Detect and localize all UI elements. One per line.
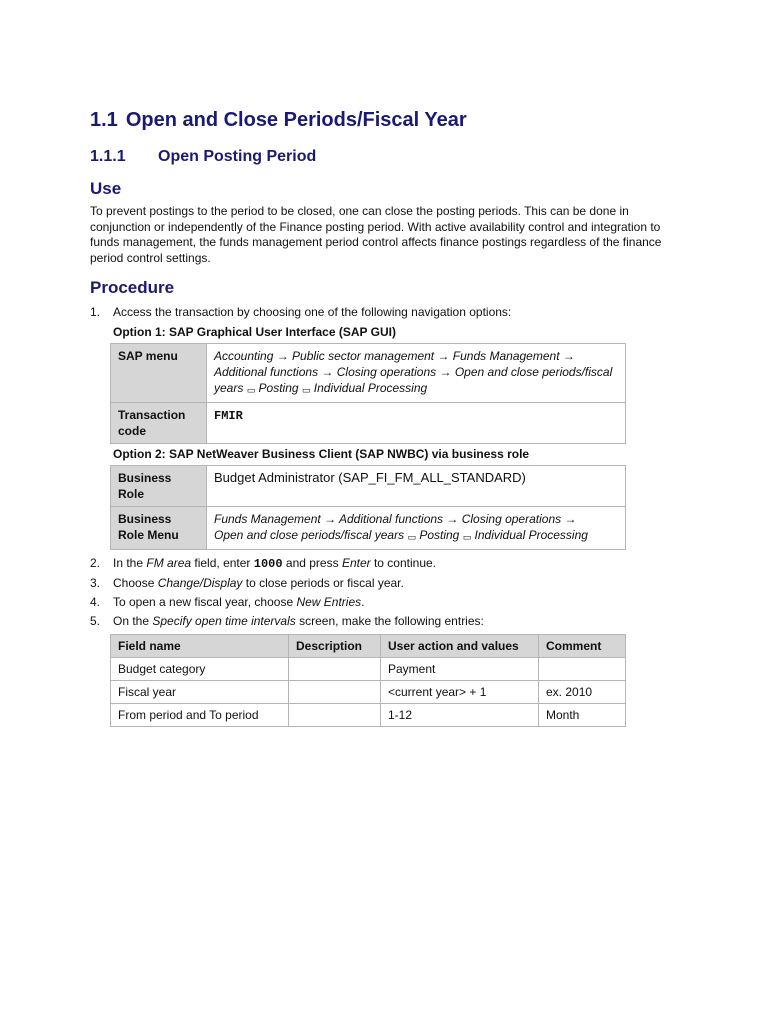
menu-path-item: Open and close periods/fiscal years — [214, 365, 613, 395]
menu-path-item: Individual Processing — [474, 528, 588, 542]
step-text: . — [361, 595, 365, 609]
menu-path-item: Public sector management — [292, 349, 435, 363]
menu-path-item: Additional functions — [214, 365, 319, 379]
business-role-value: Budget Administrator (SAP_FI_FM_ALL_STANDARD) — [207, 466, 626, 507]
step-text: Access the transaction by choosing one of the following navigation options: — [113, 305, 512, 319]
step-text: On the — [113, 614, 153, 628]
path-separator-icon: ▭ — [246, 385, 256, 395]
business-role-label: Business Role — [111, 466, 207, 507]
option2-table — [110, 465, 626, 550]
menu-path-item: Open and close periods/fiscal years — [214, 528, 405, 542]
table-cell: Budget category — [111, 658, 289, 681]
table-cell: Month — [539, 704, 626, 727]
step-number: 1. — [90, 305, 101, 319]
menu-path-item: Individual Processing — [313, 381, 428, 395]
document-page — [90, 108, 680, 727]
step-text: screen, make the following entries: — [295, 614, 484, 628]
table-cell: Payment — [381, 658, 539, 681]
table-row — [111, 344, 626, 403]
section-number: 1.1 — [90, 109, 118, 131]
column-header: Description — [289, 635, 381, 658]
table-row — [111, 403, 626, 444]
menu-path-item: Funds Management — [452, 349, 560, 363]
subsection-number: 1.1.1 — [90, 148, 126, 165]
step-2 — [90, 554, 680, 574]
path-separator-icon: ▭ — [462, 532, 472, 542]
action-name: Change/Display — [157, 576, 243, 590]
step-number: 5. — [90, 614, 101, 628]
entries-table — [110, 634, 626, 727]
step-5 — [90, 612, 680, 631]
business-role-menu-path: Funds Management → Additional functions → Closing operations → Open and close periods/fiscal years ▭ Posting ▭ Individual Processing — [207, 507, 626, 550]
field-name: FM area — [146, 556, 192, 570]
step-number: 4. — [90, 595, 101, 609]
column-header: User action and values — [381, 635, 539, 658]
step-number: 2. — [90, 556, 101, 570]
table-cell: ex. 2010 — [539, 681, 626, 704]
step-text: to close periods or fiscal year. — [242, 576, 404, 590]
subsection-title: Open Posting Period — [158, 148, 317, 165]
table-row — [111, 704, 626, 727]
column-header: Field name — [111, 635, 289, 658]
step-1 — [90, 303, 680, 322]
procedure-steps — [90, 303, 680, 322]
option1-title: Option 1: SAP Graphical User Interface (SAP GUI) — [113, 325, 396, 339]
table-cell: Fiscal year — [111, 681, 289, 704]
step-4 — [90, 593, 680, 612]
table-row — [111, 681, 626, 704]
business-role-menu-label: Business Role Menu — [111, 507, 207, 550]
sap-menu-label: SAP menu — [111, 344, 207, 403]
table-cell — [289, 704, 381, 727]
option2-title: Option 2: SAP NetWeaver Business Client (SAP NWBC) via business role — [113, 447, 530, 461]
table-cell — [289, 658, 381, 681]
table-row — [111, 507, 626, 550]
menu-path-item: Posting — [419, 528, 460, 542]
path-separator-icon: ▭ — [407, 532, 416, 542]
menu-path-item: Additional functions — [338, 512, 444, 526]
subsection-heading — [90, 147, 680, 167]
table-row — [111, 466, 626, 507]
step-text: and press — [282, 556, 342, 570]
table-cell: <current year> + 1 — [381, 681, 539, 704]
step-number: 3. — [90, 576, 101, 590]
table-cell — [539, 658, 626, 681]
action-name: New Entries — [296, 595, 362, 609]
path-separator-icon: ▭ — [301, 385, 311, 395]
table-cell: From period and To period — [111, 704, 289, 727]
menu-path-item: Closing operations — [336, 365, 437, 379]
sap-menu-path: Accounting → Public sector management → Funds Management → Additional functions → Closing operations → Open and close periods/fiscal years ▭ Posting ▭ Individual Processing — [207, 344, 626, 403]
step-text: to continue. — [370, 556, 437, 570]
step-text: To open a new fiscal year, choose — [113, 595, 297, 609]
procedure-steps-continued — [90, 554, 680, 631]
menu-path-item: Accounting — [214, 349, 274, 363]
procedure-heading: Procedure — [90, 278, 175, 297]
transaction-code-label: Transaction code — [111, 403, 207, 444]
step-3 — [90, 574, 680, 593]
column-header: Comment — [539, 635, 626, 658]
step-text: Choose — [113, 576, 158, 590]
step-text: In the — [113, 556, 147, 570]
section-heading — [90, 108, 680, 132]
menu-path-item: Closing operations — [461, 512, 562, 526]
step-text: field, enter — [191, 556, 254, 570]
transaction-code-value — [207, 403, 626, 444]
option1-table — [110, 343, 626, 444]
entry-value: 1000 — [253, 557, 283, 571]
table-cell: 1-12 — [381, 704, 539, 727]
use-heading: Use — [90, 179, 122, 198]
table-row — [111, 658, 626, 681]
transaction-code: FMIR — [214, 409, 243, 423]
menu-path-item: Funds Management — [214, 512, 321, 526]
section-title: Open and Close Periods/Fiscal Year — [125, 109, 467, 131]
screen-name: Specify open time intervals — [152, 614, 296, 628]
table-cell — [289, 681, 381, 704]
menu-path-item: Posting — [258, 381, 299, 395]
use-paragraph: To prevent postings to the period to be closed, one can close the posting periods. This can be done in conjunction or independently of the Finance posting period. With active availability control and integration to funds management, the funds management period control affects finance postings regardless of the finance period control settings. — [90, 204, 662, 265]
table-header-row — [111, 635, 626, 658]
key-name: Enter — [341, 556, 371, 570]
